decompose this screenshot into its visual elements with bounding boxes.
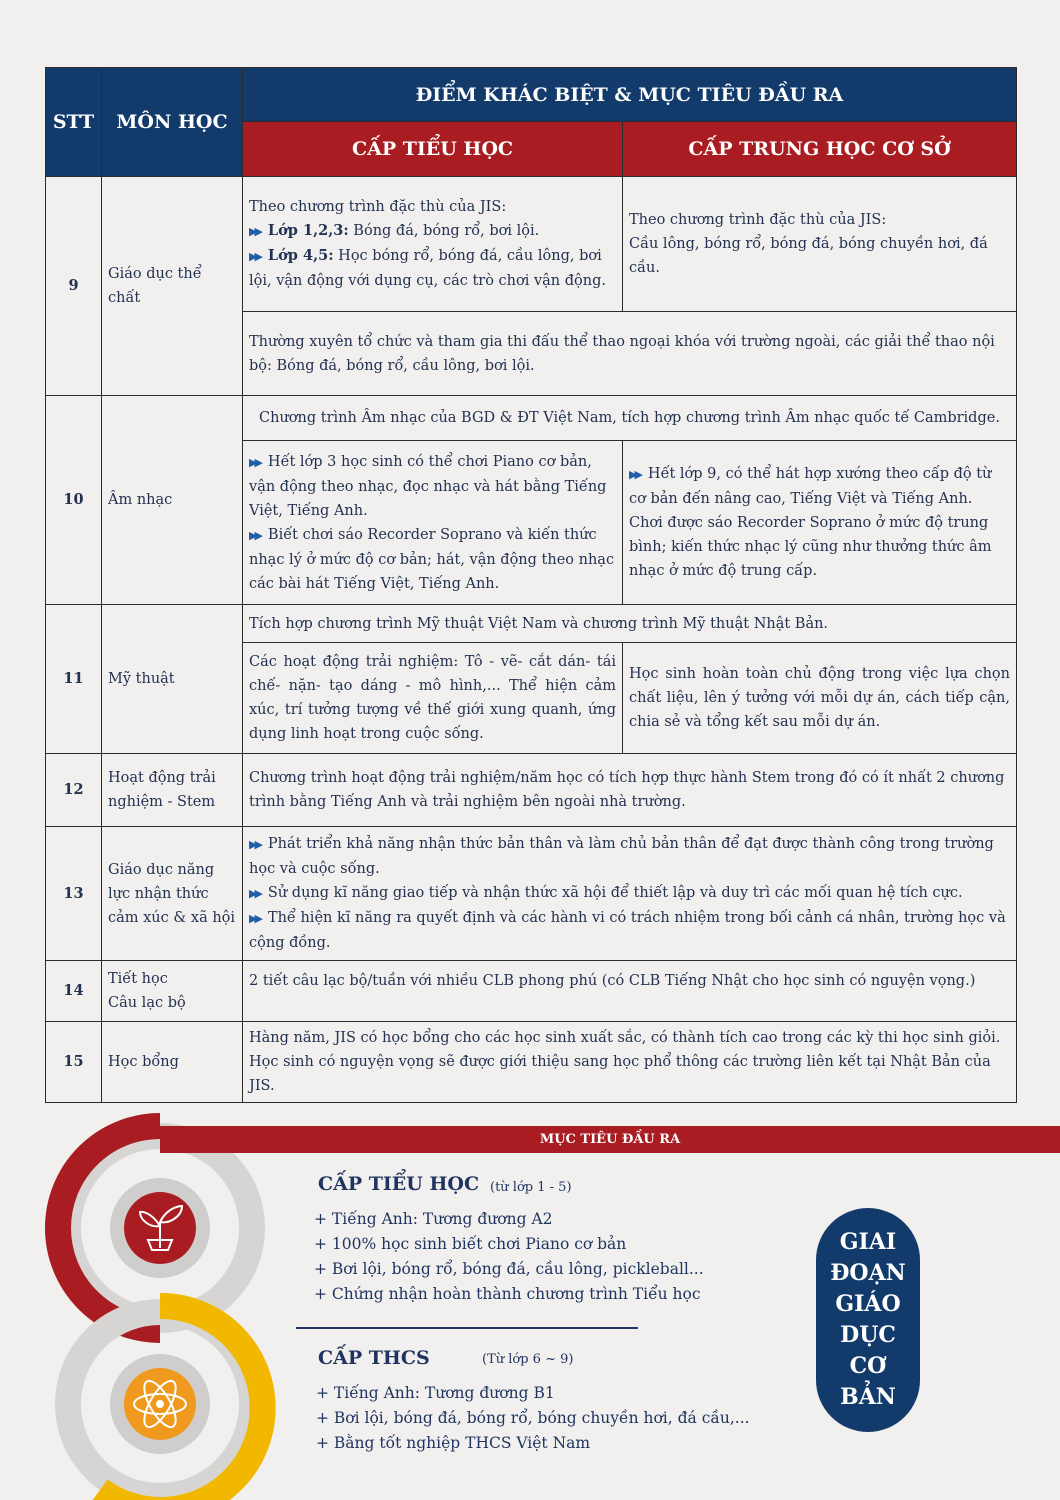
- header-primary: CẤP TIỂU HỌC: [243, 122, 623, 177]
- row-14-subject-line-1: Tiết học: [108, 971, 168, 987]
- row-9-subject: Giáo dục thể chất: [102, 177, 243, 396]
- header-stt: STT: [46, 68, 102, 177]
- bullet-text: Sử dụng kĩ năng giao tiếp và nhận thức xã hội để thiết lập và duy trì các mối quan hệ tích cực.: [267, 885, 963, 901]
- decorative-rings: [0, 1100, 330, 1500]
- outcomes-banner-title: MỤC TIÊU ĐẦU RA: [539, 1132, 681, 1147]
- bullet-text: Hết lớp 9, có thể hát hợp xướng theo cấp độ từ cơ bản đến nâng cao, Tiếng Việt và Tiếng Anh.: [629, 466, 992, 507]
- arrow-bullet-icon: ▶▶: [249, 887, 260, 900]
- row-15-line-2: Học sinh có nguyện vọng sẽ được giới thiệu sang học phổ thông các trường liên kết tại Nhật Bản của JIS.: [249, 1054, 991, 1094]
- arrow-bullet-icon: ▶▶: [249, 250, 260, 263]
- row-9-secondary: [623, 177, 1017, 312]
- arrow-bullet-icon: ▶▶: [249, 225, 260, 238]
- row-14-text: 2 tiết câu lạc bộ/tuần với nhiều CLB phong phú (có CLB Tiếng Nhật cho học sinh có nguyện vọng.): [243, 961, 1017, 1022]
- row-15-text: [243, 1022, 1017, 1103]
- row-9-stt: 9: [46, 177, 102, 396]
- arrow-bullet-icon: ▶▶: [249, 838, 260, 851]
- row-13-stt: 13: [46, 827, 102, 961]
- row-13-subject: Giáo dục năng lực nhận thức cảm xúc & xã hội: [102, 827, 243, 961]
- row-11-primary: Các hoạt động trải nghiệm: Tô - vẽ- cắt dán- tái chế- nặn- tạo dáng - mô hình,... Thể hiện cảm xúc, trí tưởng tượng về thế giới xung quanh, ứng dụng linh hoạt trong cuộc sống.: [243, 643, 623, 754]
- bullet-text: Học bóng rổ, bóng đá, cầu lông, bơi lội, vận động với dụng cụ, các trò chơi vận động.: [249, 248, 606, 289]
- arrow-bullet-icon: ▶▶: [249, 912, 260, 925]
- stage-badge-line: BẢN: [840, 1384, 896, 1410]
- row-10-secondary: [623, 441, 1017, 605]
- row-13-bullet-2: [249, 881, 1010, 906]
- primary-item-4: + Chứng nhận hoàn thành chương trình Tiểu học: [314, 1285, 701, 1303]
- header-subject: MÔN HỌC: [102, 68, 243, 177]
- row-10-primary-bullet-2: [249, 523, 616, 596]
- row-12-text: Chương trình hoạt động trải nghiệm/năm học có tích hợp thực hành Stem trong đó có ít nhất 2 chương trình bằng Tiếng Anh và trải nghiệm bên ngoài nhà trường.: [243, 754, 1017, 827]
- row-14-stt: 14: [46, 961, 102, 1022]
- row-9-shared: Thường xuyên tổ chức và tham gia thi đấu thể thao ngoại khóa với trường ngoài, các giải thể thao nội bộ: Bóng đá, bóng rổ, cầu lông, bơi lội.: [243, 312, 1017, 396]
- primary-subtitle: (từ lớp 1 - 5): [490, 1180, 572, 1195]
- row-9-primary: [243, 177, 623, 312]
- row-11-shared: Tích hợp chương trình Mỹ thuật Việt Nam và chương trình Mỹ thuật Nhật Bản.: [243, 605, 1017, 643]
- stage-badge: [816, 1208, 920, 1432]
- outcomes-banner: [160, 1126, 1060, 1153]
- row-13-text: [243, 827, 1017, 961]
- secondary-subtitle: (Từ lớp 6 ~ 9): [482, 1352, 574, 1367]
- bullet-text: Thể hiện kĩ năng ra quyết định và các hành vi có trách nhiệm trong bối cảnh cá nhân, trường học và cộng đồng.: [249, 910, 1006, 951]
- header-secondary: CẤP TRUNG HỌC CƠ SỞ: [623, 122, 1017, 177]
- row-12-subject: Hoạt động trải nghiệm - Stem: [102, 754, 243, 827]
- row-10-subject: Âm nhạc: [102, 396, 243, 605]
- bullet-text: Biết chơi sáo Recorder Soprano và kiến thức nhạc lý ở mức độ cơ bản; hát, vận động theo nhạc các bài hát Tiếng Việt, Tiếng Anh.: [249, 526, 615, 592]
- stage-badge-line: GIAI: [839, 1229, 897, 1255]
- row-13-bullet-3: [249, 906, 1010, 955]
- stage-badge-line: DỤC: [840, 1322, 896, 1348]
- row-14-subject: [102, 961, 243, 1022]
- row-11-stt: 11: [46, 605, 102, 754]
- row-15-stt: 15: [46, 1022, 102, 1103]
- secondary-item-3: + Bằng tốt nghiệp THCS Việt Nam: [316, 1434, 591, 1452]
- row-9-secondary-intro: Theo chương trình đặc thù của JIS:: [629, 212, 887, 228]
- stage-badge-line: ĐOẠN: [830, 1260, 906, 1286]
- row-11-secondary: Học sinh hoàn toàn chủ động trong việc lựa chọn chất liệu, lên ý tưởng với mỗi dự án, cách tiếp cận, chia sẻ và tổng kết sau mỗi dự án.: [623, 643, 1017, 754]
- row-12-stt: 12: [46, 754, 102, 827]
- grade-label: Lớp 1,2,3:: [267, 222, 349, 239]
- primary-item-3: + Bơi lội, bóng rổ, bóng đá, cầu lông, pickleball...: [314, 1260, 704, 1278]
- primary-item-2: + 100% học sinh biết chơi Piano cơ bản: [314, 1235, 627, 1253]
- row-10-primary-bullet-1: [249, 450, 616, 523]
- primary-title: CẤP TIỂU HỌC: [318, 1173, 480, 1195]
- arrow-bullet-icon: ▶▶: [629, 468, 640, 481]
- secondary-item-1: + Tiếng Anh: Tương đương B1: [316, 1384, 555, 1402]
- row-10-shared: Chương trình Âm nhạc của BGD & ĐT Việt Nam, tích hợp chương trình Âm nhạc quốc tế Cambridge.: [243, 396, 1017, 441]
- row-13-bullet-1: [249, 832, 1010, 881]
- row-9-primary-bullet-1: [249, 219, 616, 244]
- row-10-secondary-text: Chơi được sáo Recorder Soprano ở mức độ trung bình; kiến thức nhạc lý cũng như thưởng thức âm nhạc ở mức độ trung cấp.: [629, 515, 992, 579]
- arrow-bullet-icon: ▶▶: [249, 455, 260, 469]
- secondary-title: CẤP THCS: [318, 1347, 430, 1369]
- bullet-text: Bóng đá, bóng rổ, bơi lội.: [348, 223, 540, 239]
- row-14-subject-line-2: Câu lạc bộ: [108, 995, 186, 1011]
- bullet-text: Phát triển khả năng nhận thức bản thân và làm chủ bản thân để đạt được thành công trong trường học và cuộc sống.: [249, 836, 994, 877]
- curriculum-table: [45, 67, 1017, 1103]
- row-9-secondary-text: Cầu lông, bóng rổ, bóng đá, bóng chuyền hơi, đá cầu.: [629, 236, 988, 276]
- row-10-stt: 10: [46, 396, 102, 605]
- row-10-primary: [243, 441, 623, 605]
- arrow-bullet-icon: ▶▶: [249, 528, 260, 542]
- header-main: ĐIỂM KHÁC BIỆT & MỤC TIÊU ĐẦU RA: [243, 68, 1017, 122]
- stage-badge-line: GIÁO: [835, 1291, 901, 1317]
- row-9-primary-bullet-2: [249, 244, 616, 293]
- bullet-text: Hết lớp 3 học sinh có thể chơi Piano cơ bản, vận động theo nhạc, đọc nhạc và hát bằng Tiếng Việt, Tiếng Anh.: [249, 453, 607, 519]
- stage-badge-line: CƠ: [849, 1353, 887, 1379]
- section-divider: [296, 1327, 638, 1329]
- row-11-subject: Mỹ thuật: [102, 605, 243, 754]
- grade-label: Lớp 4,5:: [267, 247, 334, 264]
- secondary-item-2: + Bơi lội, bóng đá, bóng rổ, bóng chuyền hơi, đá cầu,...: [316, 1409, 750, 1427]
- row-15-line-1: Hàng năm, JIS có học bổng cho các học sinh xuất sắc, có thành tích cao trong các kỳ thi học sinh giỏi.: [249, 1030, 1001, 1046]
- primary-item-1: + Tiếng Anh: Tương đương A2: [314, 1210, 553, 1228]
- outcomes-section: [0, 1100, 1060, 1500]
- row-15-subject: Học bổng: [102, 1022, 243, 1103]
- row-10-secondary-bullet: [629, 462, 1010, 511]
- row-9-primary-intro: Theo chương trình đặc thù của JIS:: [249, 199, 507, 215]
